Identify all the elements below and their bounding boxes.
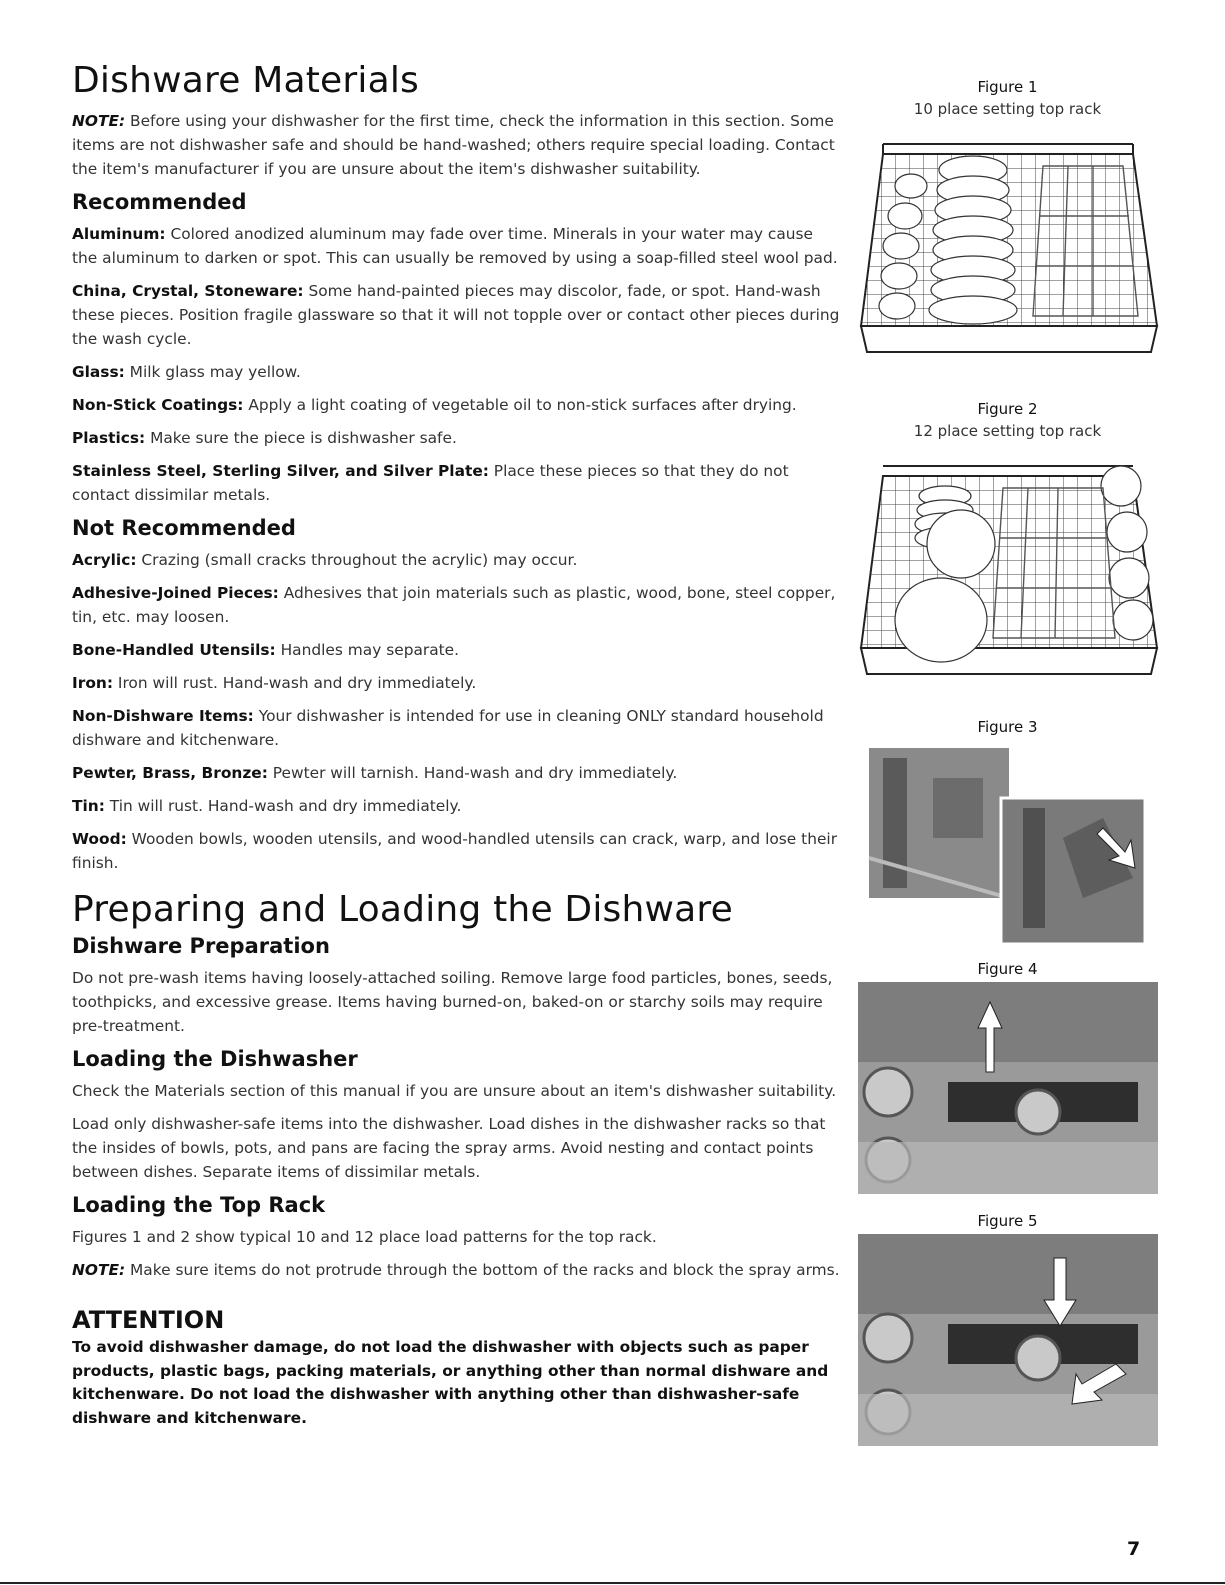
load-text-1: Check the Materials section of this manual if you are unsure about an item's dishwasher suitability.: [72, 1082, 837, 1100]
material-label: Glass:: [72, 363, 125, 381]
prep-text: Do not pre-wash items having loosely-attached soiling. Remove large food particles, bones, seeds, toothpicks, and excessive grease. Items having burned-on, baked-on or starchy soils may require pre-treatment.: [72, 969, 833, 1035]
material-label: Aluminum:: [72, 225, 166, 243]
material-item: [72, 704, 842, 752]
figure-1: [850, 76, 1165, 358]
material-label: Bone-Handled Utensils:: [72, 641, 276, 659]
figure-3-photo: [863, 748, 1153, 944]
material-label: Stainless Steel, Sterling Silver, and Silver Plate:: [72, 462, 489, 480]
figure-2-rack-illustration: [853, 448, 1163, 680]
heading-loading-dishwasher: Loading the Dishwasher: [72, 1047, 358, 1071]
figure-2-label: Figure 2: [977, 400, 1038, 418]
figure-1-caption: 10 place setting top rack: [913, 100, 1102, 118]
material-text: Apply a light coating of vegetable oil to non-stick surfaces after drying.: [243, 396, 797, 414]
main-column: [72, 60, 842, 1439]
material-text: Iron will rust. Hand-wash and dry immediately.: [113, 674, 477, 692]
page-number: 7: [1127, 1538, 1141, 1560]
material-text: Pewter will tarnish. Hand-wash and dry immediately.: [267, 764, 678, 782]
figure-4: [850, 958, 1165, 1194]
material-text: Place these pieces so that they do not contact dissimilar metals.: [72, 462, 789, 504]
material-item: [72, 581, 842, 629]
material-item: [72, 761, 842, 785]
material-text: Some hand-painted pieces may discolor, fade, or spot. Hand-wash these pieces. Position fragile glassware so that it will not topple over or contact other pieces during the wash cycle.: [72, 282, 840, 348]
material-text: Make sure the piece is dishwasher safe.: [145, 429, 457, 447]
note-label: NOTE:: [72, 112, 126, 130]
heading-recommended: Recommended: [72, 190, 247, 214]
material-item: [72, 548, 842, 572]
figure-3-label: Figure 3: [977, 718, 1038, 736]
material-label: Tin:: [72, 797, 105, 815]
figure-3: [850, 716, 1165, 944]
material-item: [72, 638, 842, 662]
top-rack-text: Figures 1 and 2 show typical 10 and 12 place load patterns for the top rack.: [72, 1228, 657, 1246]
material-item: [72, 459, 842, 507]
material-text: Milk glass may yellow.: [124, 363, 301, 381]
figure-column: [850, 76, 1165, 1446]
material-item: [72, 827, 842, 875]
material-item: [72, 360, 842, 384]
figure-1-label: Figure 1: [977, 78, 1038, 96]
heading-not-recommended: Not Recommended: [72, 516, 296, 540]
material-item: [72, 426, 842, 450]
material-label: Acrylic:: [72, 551, 137, 569]
figure-4-photo: [858, 982, 1158, 1194]
figure-1-rack-illustration: [853, 126, 1163, 358]
material-label: Iron:: [72, 674, 114, 692]
figure-5-label: Figure 5: [977, 1212, 1038, 1230]
material-text: Crazing (small cracks throughout the acrylic) may occur.: [136, 551, 578, 569]
figure-2: [850, 398, 1165, 680]
material-text: Your dishwasher is intended for use in cleaning ONLY standard household dishware and kitchenware.: [72, 707, 824, 749]
material-label: China, Crystal, Stoneware:: [72, 282, 304, 300]
load-text-2: Load only dishwasher-safe items into the dishwasher. Load dishes in the dishwasher racks so that the insides of bowls, pots, and pans are facing the spray arms. Avoid nesting and contact points between dishes. Separate items of dissimilar metals.: [72, 1115, 826, 1181]
figure-5: [850, 1210, 1165, 1446]
note-label: NOTE:: [72, 1261, 126, 1279]
materials-note: [72, 109, 842, 181]
attention-text: To avoid dishwasher damage, do not load the dishwasher with objects such as paper products, plastic bags, packing materials, or anything other than normal dishware and kitchenware. Do not load the dishwasher with anything other than dishwasher-safe dishware and kitchenware.: [72, 1338, 829, 1427]
material-text: Handles may separate.: [275, 641, 460, 659]
material-label: Non-Dishware Items:: [72, 707, 254, 725]
section-title-materials: Dishware Materials: [72, 60, 420, 101]
material-label: Plastics:: [72, 429, 146, 447]
bottom-rule: [0, 1582, 1225, 1584]
attention-heading: ATTENTION: [72, 1306, 225, 1334]
note-text: Make sure items do not protrude through the bottom of the racks and block the spray arms.: [125, 1261, 840, 1279]
material-text: Colored anodized aluminum may fade over time. Minerals in your water may cause the aluminum to darken or spot. This can usually be removed by using a soap-filled steel wool pad.: [72, 225, 838, 267]
material-text: Tin will rust. Hand-wash and dry immediately.: [104, 797, 462, 815]
figure-2-caption: 12 place setting top rack: [913, 422, 1102, 440]
material-label: Adhesive-Joined Pieces:: [72, 584, 279, 602]
material-item: [72, 671, 842, 695]
top-rack-note: [72, 1258, 842, 1282]
figure-5-photo: [858, 1234, 1158, 1446]
material-text: Wooden bowls, wooden utensils, and wood-handled utensils can crack, warp, and lose their finish.: [72, 830, 838, 872]
material-item: [72, 794, 842, 818]
material-item: [72, 279, 842, 351]
section-title-loading: Preparing and Loading the Dishware: [72, 889, 733, 930]
material-item: [72, 393, 842, 417]
heading-loading-top-rack: Loading the Top Rack: [72, 1193, 326, 1217]
material-label: Non-Stick Coatings:: [72, 396, 244, 414]
material-label: Pewter, Brass, Bronze:: [72, 764, 268, 782]
note-text: Before using your dishwasher for the first time, check the information in this section. Some items are not dishwasher safe and should be hand-washed; others require special loading. Contact the item's manufacturer if you are unsure about the item's dishwasher suitability.: [72, 112, 835, 178]
material-label: Wood:: [72, 830, 127, 848]
figure-4-label: Figure 4: [977, 960, 1038, 978]
material-item: [72, 222, 842, 270]
material-text: Adhesives that join materials such as plastic, wood, bone, steel copper, tin, etc. may loosen.: [72, 584, 836, 626]
heading-dishware-preparation: Dishware Preparation: [72, 934, 330, 958]
